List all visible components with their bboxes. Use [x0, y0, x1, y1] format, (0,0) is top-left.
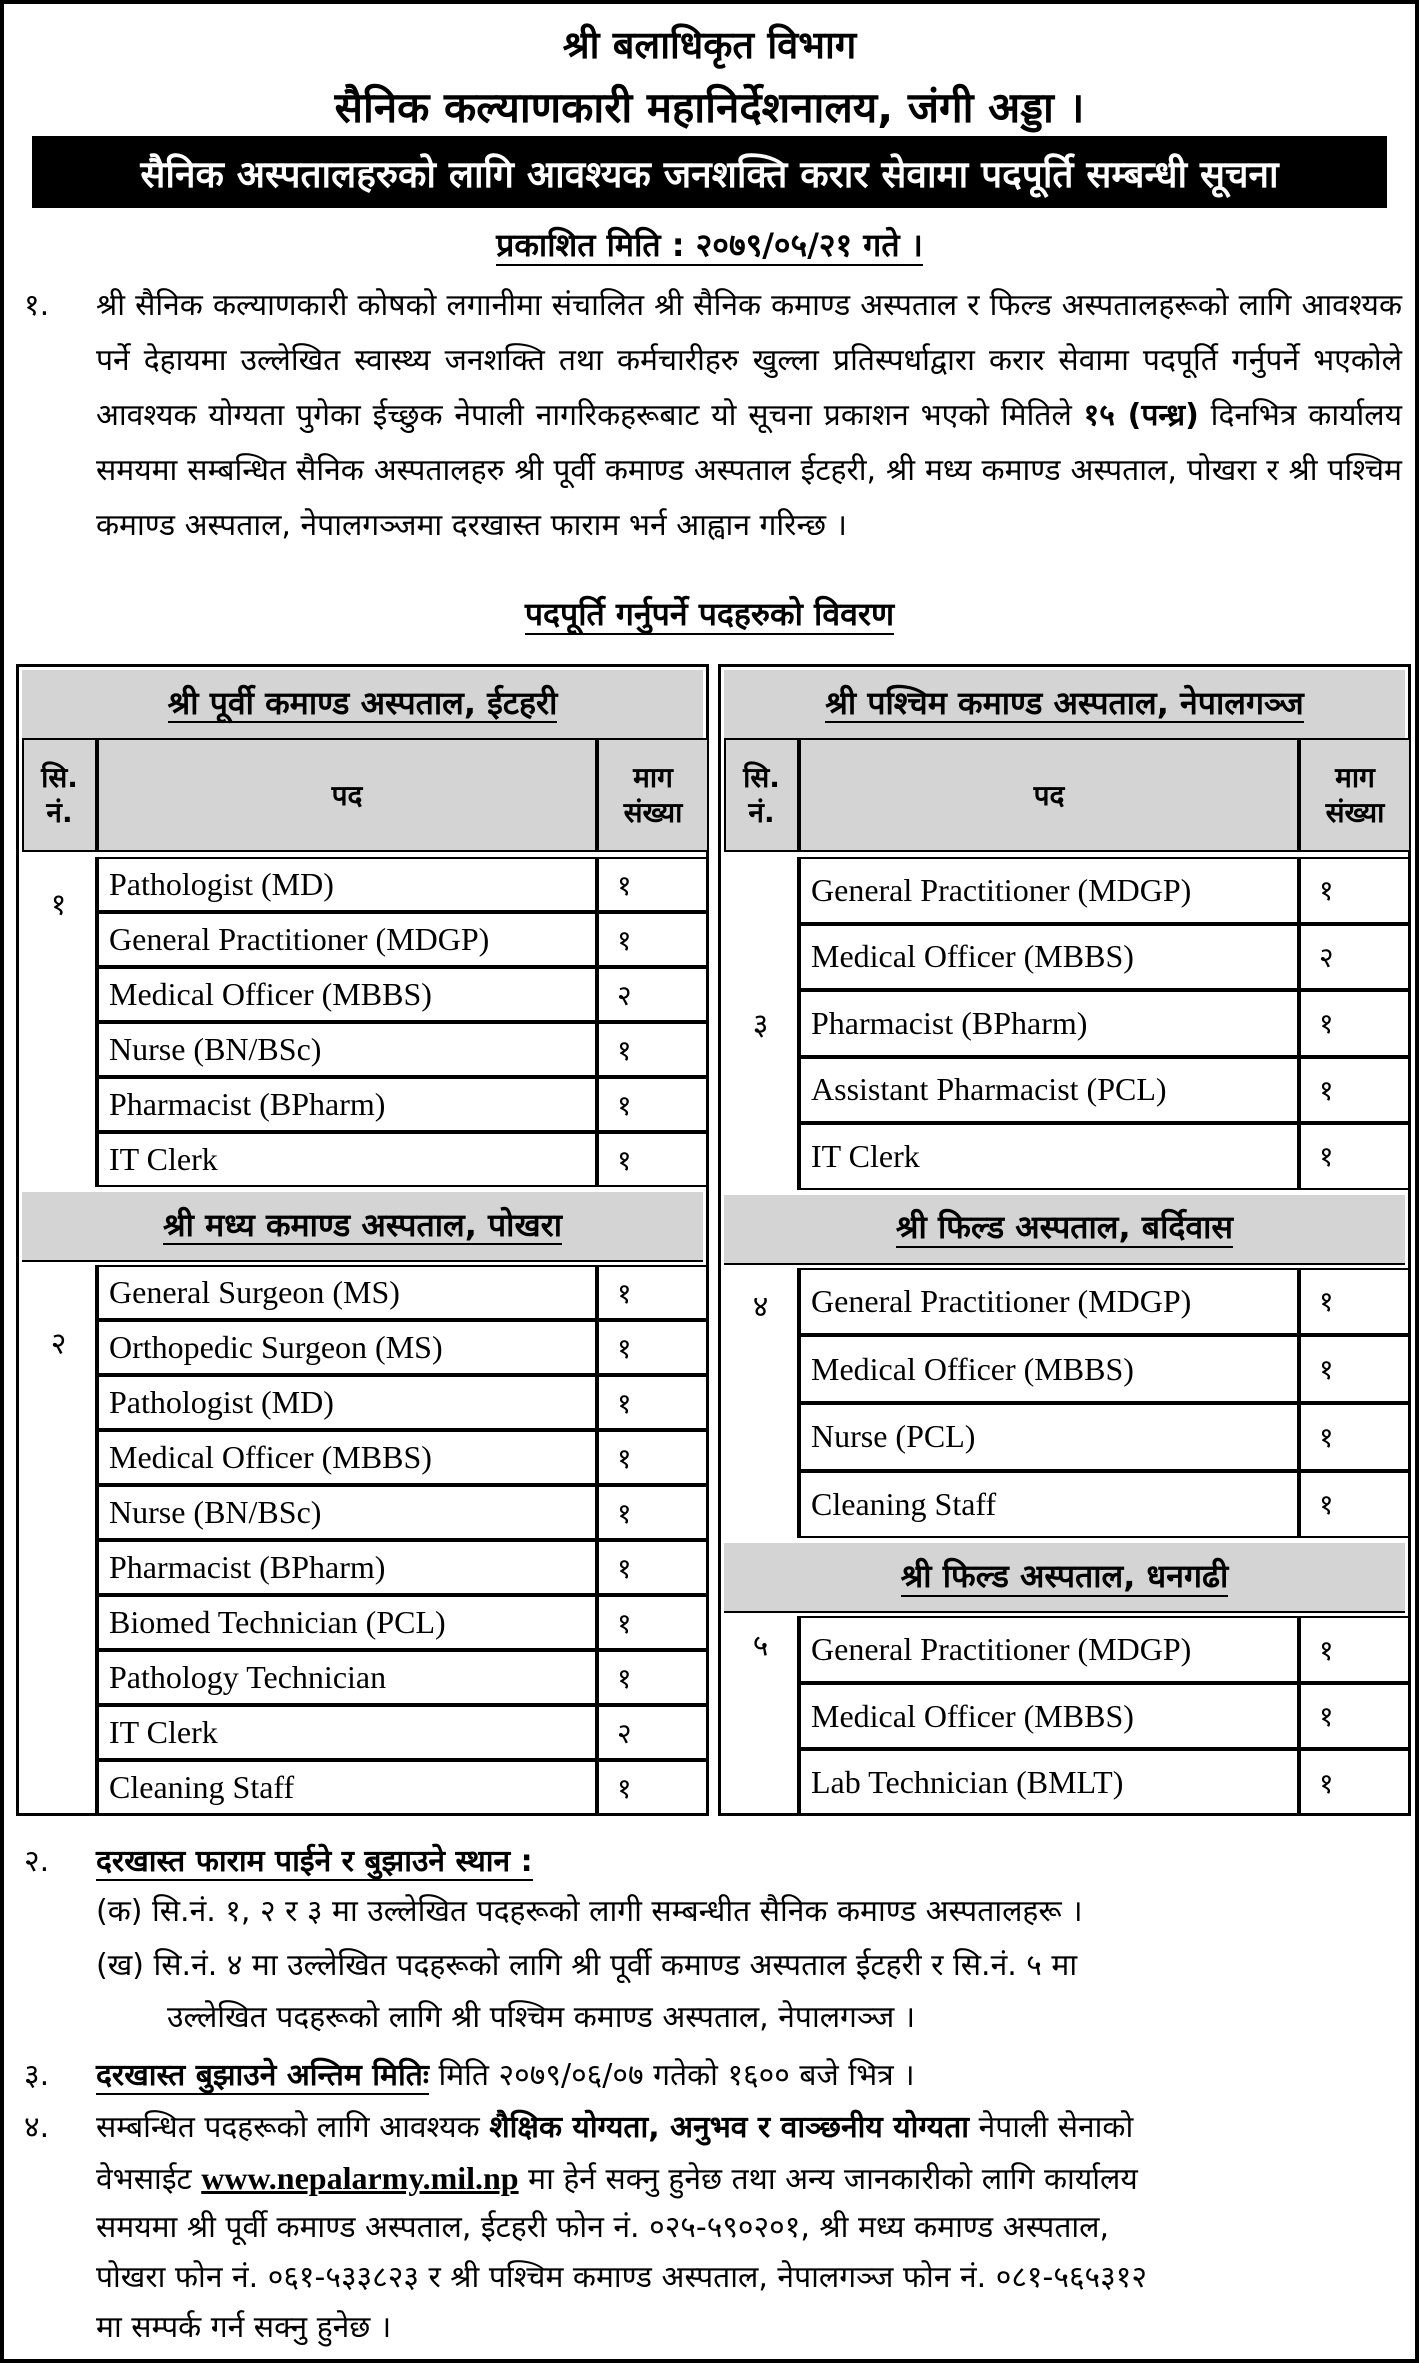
post-cell: Cleaning Staff	[799, 1471, 1299, 1539]
quantity-cell: १	[597, 1320, 709, 1375]
section-2-item-kha-line1: (ख) सि.नं. ४ मा उल्लेखित पदहरूको लागि श्री पूर्वी कमाण्ड अस्पताल ईटहरी र सि.नं. ५ मा	[96, 1948, 1078, 1983]
post-cell: Pathologist (MD)	[97, 1375, 597, 1430]
left-hospitals-table	[16, 664, 709, 1816]
department-title: श्री बलाधिकृत विभाग	[562, 23, 857, 67]
right-hospitals-table	[718, 664, 1411, 1816]
post-cell: Medical Officer (MBBS)	[799, 1683, 1299, 1750]
serial-number-cell	[724, 857, 799, 1190]
quantity-cell: १	[1299, 857, 1411, 924]
posts-subtitle	[4, 592, 1415, 635]
quantity-cell: १	[1299, 1057, 1411, 1124]
hospital-heading	[724, 670, 1405, 740]
quantity-cell: २	[1299, 924, 1411, 991]
hospital-heading	[724, 1195, 1405, 1265]
serial-number: १	[50, 887, 67, 923]
quantity-cell: १	[1299, 1335, 1411, 1403]
serial-number: ४	[752, 1289, 769, 1325]
post-header-text: पद	[331, 778, 363, 812]
section-3-heading: दरखास्त बुझाउने अन्तिम मितिः	[96, 2058, 429, 2093]
serial-number-cell	[22, 857, 97, 1187]
quantity-cell: २	[597, 1705, 709, 1760]
hospital-heading-text: श्री फिल्ड अस्पताल, धनगढी	[900, 1556, 1229, 1595]
hospital-heading-text: श्री फिल्ड अस्पताल, बर्दिवास	[895, 1208, 1234, 1247]
quantity-cell: १	[1299, 1471, 1411, 1539]
quantity-cell: १	[597, 1430, 709, 1485]
section-4-line4: पोखरा फोन नं. ०६१-५३३८२३ र श्री पश्चिम कमाण्ड अस्पताल, नेपालगञ्ज फोन नं. ०८१-५६५३१२	[96, 2260, 1147, 2295]
post-cell: General Practitioner (MDGP)	[799, 857, 1299, 924]
serial-header-line2: नं.	[46, 796, 73, 829]
serial-header-line2: नं.	[748, 796, 775, 829]
post-cell: Nurse (BN/BSc)	[97, 1485, 597, 1540]
serial-number: ५	[752, 1628, 769, 1664]
published-date-text: प्रकाशित मिति : २०७९/०५/२१ गते ।	[496, 226, 923, 264]
quantity-cell: १	[597, 1132, 709, 1187]
post-cell: General Practitioner (MDGP)	[799, 1616, 1299, 1683]
section-4-line1	[96, 2104, 1133, 2152]
section-3-line	[96, 2052, 915, 2100]
post-cell: IT Clerk	[97, 1705, 597, 1760]
post-cell: IT Clerk	[799, 1123, 1299, 1190]
section-1-number: १.	[24, 288, 50, 323]
post-cell: Medical Officer (MBBS)	[799, 1335, 1299, 1403]
quantity-cell: १	[597, 1022, 709, 1077]
hospital-heading	[724, 1543, 1405, 1613]
quantity-header-line1: माग	[633, 761, 673, 794]
serial-number-header	[724, 738, 799, 852]
post-cell: Assistant Pharmacist (PCL)	[799, 1057, 1299, 1124]
quantity-cell: १	[1299, 1268, 1411, 1336]
section-2-heading	[96, 1838, 533, 1886]
quantity-cell: १	[1299, 990, 1411, 1057]
section-4-line3: समयमा श्री पूर्वी कमाण्ड अस्पताल, ईटहरी फोन नं. ०२५-५९०२०१, श्री मध्य कमाण्ड अस्पताल,	[96, 2210, 1110, 2245]
serial-number: २	[50, 1326, 67, 1362]
post-cell: Pharmacist (BPharm)	[97, 1077, 597, 1132]
quantity-cell: १	[1299, 1403, 1411, 1471]
post-cell: Nurse (PCL)	[799, 1403, 1299, 1471]
post-header-text: पद	[1033, 778, 1065, 812]
post-cell: Pathologist (MD)	[97, 857, 597, 912]
post-cell: General Practitioner (MDGP)	[799, 1268, 1299, 1336]
quantity-cell: १	[597, 1595, 709, 1650]
quantity-cell: १	[597, 912, 709, 967]
quantity-cell: १	[1299, 1616, 1411, 1683]
post-cell: Medical Officer (MBBS)	[97, 1430, 597, 1485]
quantity-cell: १	[597, 857, 709, 912]
post-cell: Lab Technician (BMLT)	[799, 1749, 1299, 1816]
quantity-cell: १	[597, 1077, 709, 1132]
hospital-heading	[22, 670, 703, 740]
directorate-title: सैनिक कल्याणकारी महानिर्देशनालय, जंगी अड्डा ।	[334, 83, 1085, 132]
section-4-number: ४.	[24, 2110, 50, 2145]
section-4-line2-c: मा हेर्न सक्नु हुनेछ तथा अन्य जानकारीको लागि कार्यालय	[518, 2162, 1138, 2197]
serial-number-cell	[22, 1265, 97, 1815]
serial-header-line1: सि.	[743, 761, 780, 794]
section-2-item-ka: (क) सि.नं. १, २ र ३ मा उल्लेखित पदहरूको लागी सम्बन्धीत सैनिक कमाण्ड अस्पतालहरू ।	[96, 1894, 1083, 1929]
post-header	[97, 738, 597, 852]
website-link[interactable]: www.nepalarmy.mil.np	[201, 2160, 519, 2196]
post-cell: Orthopedic Surgeon (MS)	[97, 1320, 597, 1375]
serial-number-cell	[724, 1268, 799, 1539]
published-date	[4, 223, 1415, 266]
quantity-cell: १	[597, 1375, 709, 1430]
quantity-cell: १	[597, 1760, 709, 1815]
post-cell: Medical Officer (MBBS)	[97, 967, 597, 1022]
hospital-heading-text: श्री मध्य कमाण्ड अस्पताल, पोखरा	[162, 1205, 563, 1244]
qualification-phrase: शैक्षिक योग्यता, अनुभव र वाञ्छनीय योग्यता	[489, 2110, 970, 2145]
post-cell: Pharmacist (BPharm)	[97, 1540, 597, 1595]
section-2-item-kha-line2: उल्लेखित पदहरूको लागि श्री पश्चिम कमाण्ड अस्पताल, नेपालगञ्ज ।	[167, 2000, 916, 2035]
serial-number-cell	[724, 1616, 799, 1816]
section-1-text-before: श्री सैनिक कल्याणकारी कोषको लगानीमा संचालित श्री सैनिक कमाण्ड अस्पताल र फिल्ड अस्पतालहरूको लागि आवश्यक पर्ने देहायमा उल्लेखित स्वास्थ्य जनशक्ति तथा कर्मचारीहरु खुल्ला प्रतिस्पर्धाद्वारा करार सेवामा पदपूर्ति गर्नुपर्ने भएकोले आवश्यक योग्यता पुगेका ईच्छुक नेपाली नागरिकहरूबाट यो सूचना प्रकाशन भएको मितिले	[96, 288, 1402, 433]
post-cell: General Surgeon (MS)	[97, 1265, 597, 1320]
section-3-number: ३.	[24, 2058, 50, 2093]
notice-banner-text: सैनिक अस्पतालहरुको लागि आवश्यक जनशक्ति करार सेवामा पदपूर्ति सम्बन्धी सूचना	[140, 152, 1279, 196]
section-2-heading-text: दरखास्त फाराम पाईने र बुझाउने स्थान :	[96, 1844, 533, 1879]
post-cell: Medical Officer (MBBS)	[799, 924, 1299, 991]
serial-number-header	[22, 738, 97, 852]
serial-number: ३	[752, 1007, 769, 1043]
section-4-line1-c: नेपाली सेनाको	[969, 2110, 1134, 2145]
post-header	[799, 738, 1299, 852]
quantity-cell: १	[597, 1485, 709, 1540]
post-cell: Pathology Technician	[97, 1650, 597, 1705]
section-2-number: २.	[24, 1844, 50, 1879]
post-cell: Pharmacist (BPharm)	[799, 990, 1299, 1057]
section-1-paragraph	[96, 278, 1402, 553]
quantity-cell: १	[1299, 1749, 1411, 1816]
section-4-line2	[96, 2154, 1138, 2204]
section-1-text-after: दिनभित्र कार्यालय समयमा सम्बन्धित सैनिक अस्पतालहरु श्री पूर्वी कमाण्ड अस्पताल ईटहरी, श्री मध्य कमाण्ड अस्पताल, पोखरा र श्री पश्चिम कमाण्ड अस्पताल, नेपालगञ्जमा दरखास्त फाराम भर्न आह्वान गरिन्छ ।	[96, 398, 1403, 543]
post-cell: General Practitioner (MDGP)	[97, 912, 597, 967]
quantity-cell: १	[1299, 1123, 1411, 1190]
posts-subtitle-text: पदपूर्ति गर्नुपर्ने पदहरुको विवरण	[524, 595, 895, 633]
hospital-heading-text: श्री पूर्वी कमाण्ड अस्पताल, ईटहरी	[167, 683, 558, 722]
notice-banner	[32, 136, 1387, 208]
serial-header-line1: सि.	[41, 761, 78, 794]
quantity-header	[1299, 738, 1411, 852]
post-cell: Biomed Technician (PCL)	[97, 1595, 597, 1650]
quantity-header-line2: संख्या	[623, 796, 683, 829]
quantity-cell: १	[1299, 1683, 1411, 1750]
quantity-cell: २	[597, 967, 709, 1022]
section-4-line2-a: वेभसाईट	[96, 2162, 202, 2197]
hospital-heading-text: श्री पश्चिम कमाण्ड अस्पताल, नेपालगञ्ज	[825, 683, 1304, 722]
quantity-cell: १	[597, 1650, 709, 1705]
quantity-header-line1: माग	[1335, 761, 1375, 794]
post-cell: Nurse (BN/BSc)	[97, 1022, 597, 1077]
quantity-header-line2: संख्या	[1325, 796, 1385, 829]
quantity-header	[597, 738, 709, 852]
quantity-cell: १	[597, 1265, 709, 1320]
section-1-deadline-days: १५ (पन्ध्र)	[1083, 398, 1199, 433]
section-4-line5: मा सम्पर्क गर्न सक्नु हुनेछ ।	[96, 2310, 392, 2345]
post-cell: IT Clerk	[97, 1132, 597, 1187]
hospital-heading	[22, 1192, 703, 1262]
section-3-deadline: मिति २०७९/०६/०७ गतेको १६०० बजे भित्र ।	[428, 2058, 915, 2093]
section-4-line1-a: सम्बन्धित पदहरूको लागि आवश्यक	[96, 2110, 490, 2145]
post-cell: Cleaning Staff	[97, 1760, 597, 1815]
quantity-cell: १	[597, 1540, 709, 1595]
